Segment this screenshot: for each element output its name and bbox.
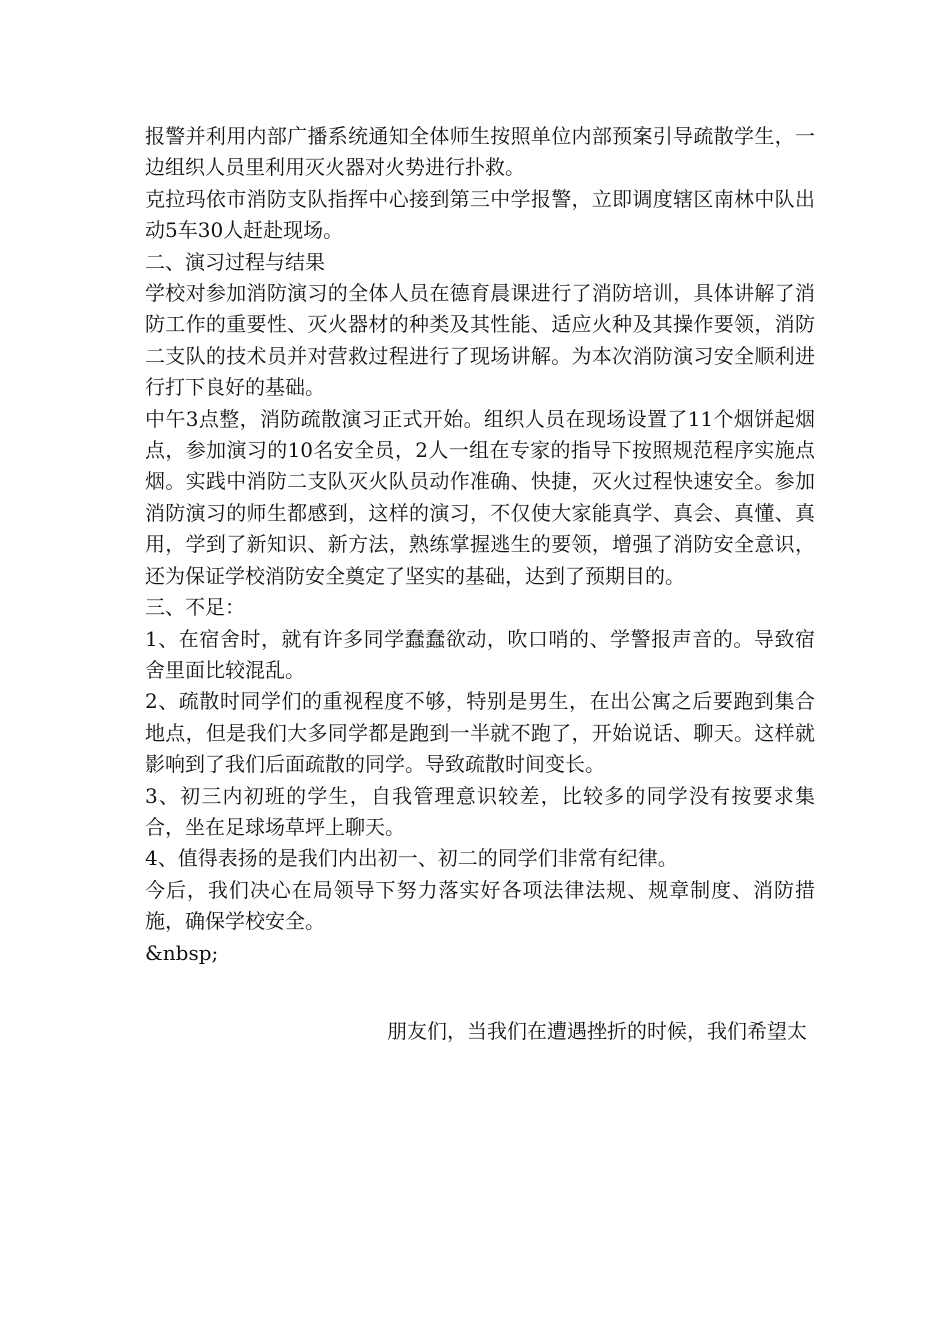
- blank-line: [145, 969, 815, 1000]
- shortcoming-3: 3、初三内初班的学生，自我管理意识较差，比较多的同学没有按要求集合，坐在足球场草坪上聊天。: [145, 783, 815, 839]
- section-heading-2: 二、演习过程与结果: [145, 249, 325, 274]
- nbsp-line: &nbsp;: [145, 940, 219, 965]
- shortcoming-4: 4、值得表扬的是我们内出初一、初二的同学们非常有纪律。: [145, 846, 678, 871]
- spacer: [145, 1000, 815, 1016]
- paragraph-3: 学校对参加消防演习的全体人员在德育晨课进行了消防培训，具体讲解了消防工作的重要性、灭火器材的种类及其性能、适应火种及其操作要领，消防二支队的技术员并对营救过程进行了现场讲解。为本次消防演习安全顺利进行打下良好的基础。: [145, 281, 815, 400]
- paragraph-2: 克拉玛依市消防支队指挥中心接到第三中学报警，立即调度辖区南林中队出动5车30人赶赴现场。: [145, 186, 815, 243]
- shortcoming-1: 1、在宿舍时，就有许多同学蠢蠢欲动，吹口哨的、学警报声音的。导致宿舍里面比较混乱。: [145, 626, 815, 682]
- shortcoming-2: 2、疏散时同学们的重视程度不够，特别是男生，在出公寓之后要跑到集合地点，但是我们大多同学都是跑到一半就不跑了，开始说话、聊天。这样就影响到了我们后面疏散的同学。导致疏散时间变长。: [145, 689, 815, 777]
- closing-paragraph: 今后，我们决心在局领导下努力落实好各项法律法规、规章制度、消防措施，确保学校安全。: [145, 877, 815, 934]
- document-page: [145, 121, 815, 1048]
- paragraph-1: 报警并利用内部广播系统通知全体师生按照单位内部预案引导疏散学生，一边组织人员里利用灭火器对火势进行扑救。: [145, 124, 815, 180]
- trailing-line: 朋友们，当我们在遭遇挫折的时候，我们希望太: [387, 1019, 807, 1044]
- paragraph-4: 中午3点整，消防疏散演习正式开始。组织人员在现场设置了11个烟饼起烟点，参加演习的10名安全员，2人一组在专家的指导下按照规范程序实施点烟。实践中消防二支队灭火队员动作准确、快捷，灭火过程快速安全。参加消防演习的师生都感到，这样的演习，不仅使大家能真学、真会、真懂、真用，学到了新知识、新方法，熟练掌握逃生的要领，增强了消防安全意识，还为保证学校消防安全奠定了坚实的基础，达到了预期目的。: [145, 406, 815, 588]
- section-heading-3: 三、不足：: [145, 595, 245, 620]
